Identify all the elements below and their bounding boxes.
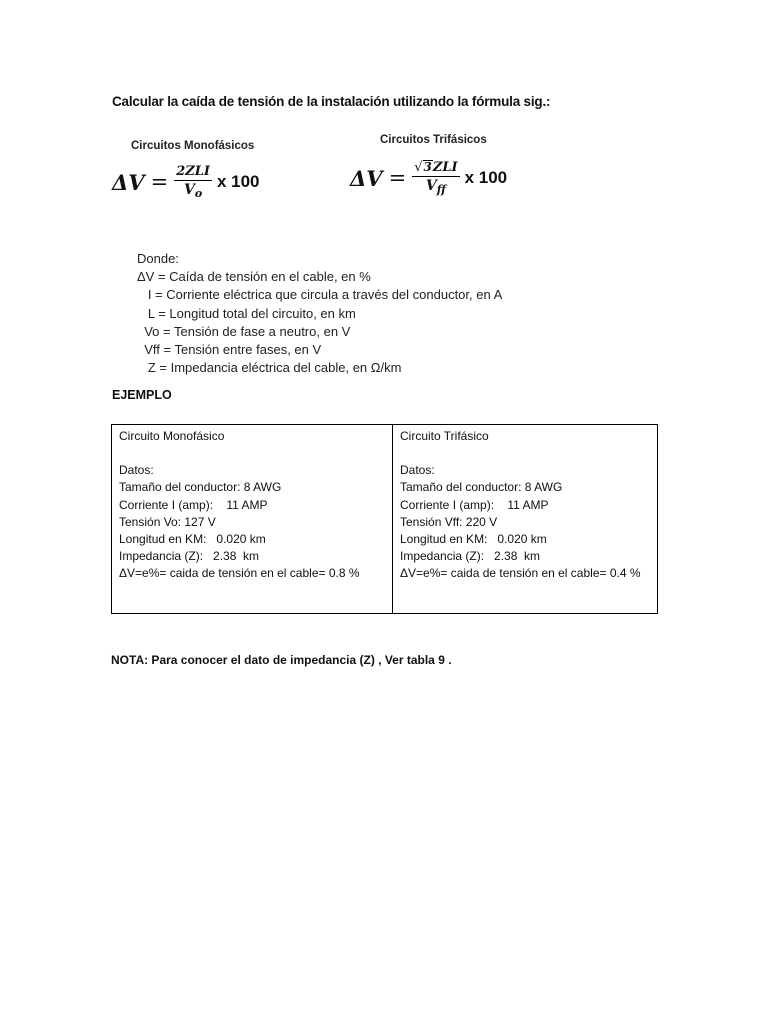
formula-denominator: $V_o$ xyxy=(183,182,203,200)
table-row: ΔV=e%= caida de tensión en el cable= 0.4 % xyxy=(400,566,641,581)
formula-fraction xyxy=(412,160,459,196)
trifasico-heading: Circuitos Trifásicos xyxy=(380,134,487,146)
formula-equals: = xyxy=(388,166,407,190)
table-row: Impedancia (Z): 2.38 km xyxy=(119,549,260,564)
definition-line: L = Longitud total del circuito, en km xyxy=(137,305,356,321)
table-row: Corriente I (amp): 11 AMP xyxy=(400,497,549,512)
definition-line: Z = Impedancia eléctrica del cable, en Ω/km xyxy=(137,360,402,376)
formula-lhs: ΔV xyxy=(112,169,145,195)
note-text: NOTA: Para conocer el dato de impedancia (Z) , Ver tabla 9 . xyxy=(111,653,452,667)
table-row: Corriente I (amp): 11 AMP xyxy=(119,497,268,512)
formula-multiplier: x 100 xyxy=(216,172,260,191)
sqrt-icon: √ xyxy=(414,160,423,175)
formula-denominator: $V_{ff}$ xyxy=(425,178,446,196)
table-row: Tensión Vo: 127 V xyxy=(119,514,216,529)
table-row: ΔV=e%= caida de tensión en el cable= 0.8 % xyxy=(119,566,360,581)
table-row: Datos: xyxy=(400,463,435,478)
table-row: Datos: xyxy=(119,463,154,478)
formula-multiplier: x 100 xyxy=(464,168,508,187)
formula-numerator: √ 3 ZLI xyxy=(414,160,458,175)
table-cell-monofasico xyxy=(112,425,393,613)
example-table xyxy=(111,424,658,614)
definition-line: Vff = Tensión entre fases, en V xyxy=(137,342,322,358)
table-row: Longitud en KM: 0.020 km xyxy=(119,532,266,547)
cell-header: Circuito Monofásico xyxy=(119,429,225,443)
formula-lhs: ΔV xyxy=(350,165,383,191)
cell-header: Circuito Trifásico xyxy=(400,429,489,443)
example-heading: EJEMPLO xyxy=(112,388,172,402)
definition-line: I = Corriente eléctrica que circula a través del conductor, en A xyxy=(137,287,503,303)
definitions-list xyxy=(137,250,502,377)
table-row: Tensión Vff: 220 V xyxy=(400,514,498,529)
formula-equals: = xyxy=(150,170,169,194)
table-row: Tamaño del conductor: 8 AWG xyxy=(119,480,282,495)
monofasico-heading: Circuitos Monofásicos xyxy=(131,140,255,152)
definition-line: ΔV = Caída de tensión en el cable, en % xyxy=(137,269,371,285)
table-cell-trifasico xyxy=(393,425,657,613)
table-row: Tamaño del conductor: 8 AWG xyxy=(400,480,563,495)
table-row: Impedancia (Z): 2.38 km xyxy=(400,549,541,564)
formula-trifasico xyxy=(350,160,507,196)
table-row: Longitud en KM: 0.020 km xyxy=(400,532,547,547)
formula-monofasico xyxy=(112,164,260,200)
page-title: Calcular la caída de tensión de la instalación utilizando la fórmula sig.: xyxy=(112,94,551,109)
definition-line: Donde: xyxy=(137,251,179,266)
definition-line: Vo = Tensión de fase a neutro, en V xyxy=(137,323,351,339)
formula-numerator: 2ZLI xyxy=(176,164,210,179)
formula-fraction xyxy=(174,164,212,200)
